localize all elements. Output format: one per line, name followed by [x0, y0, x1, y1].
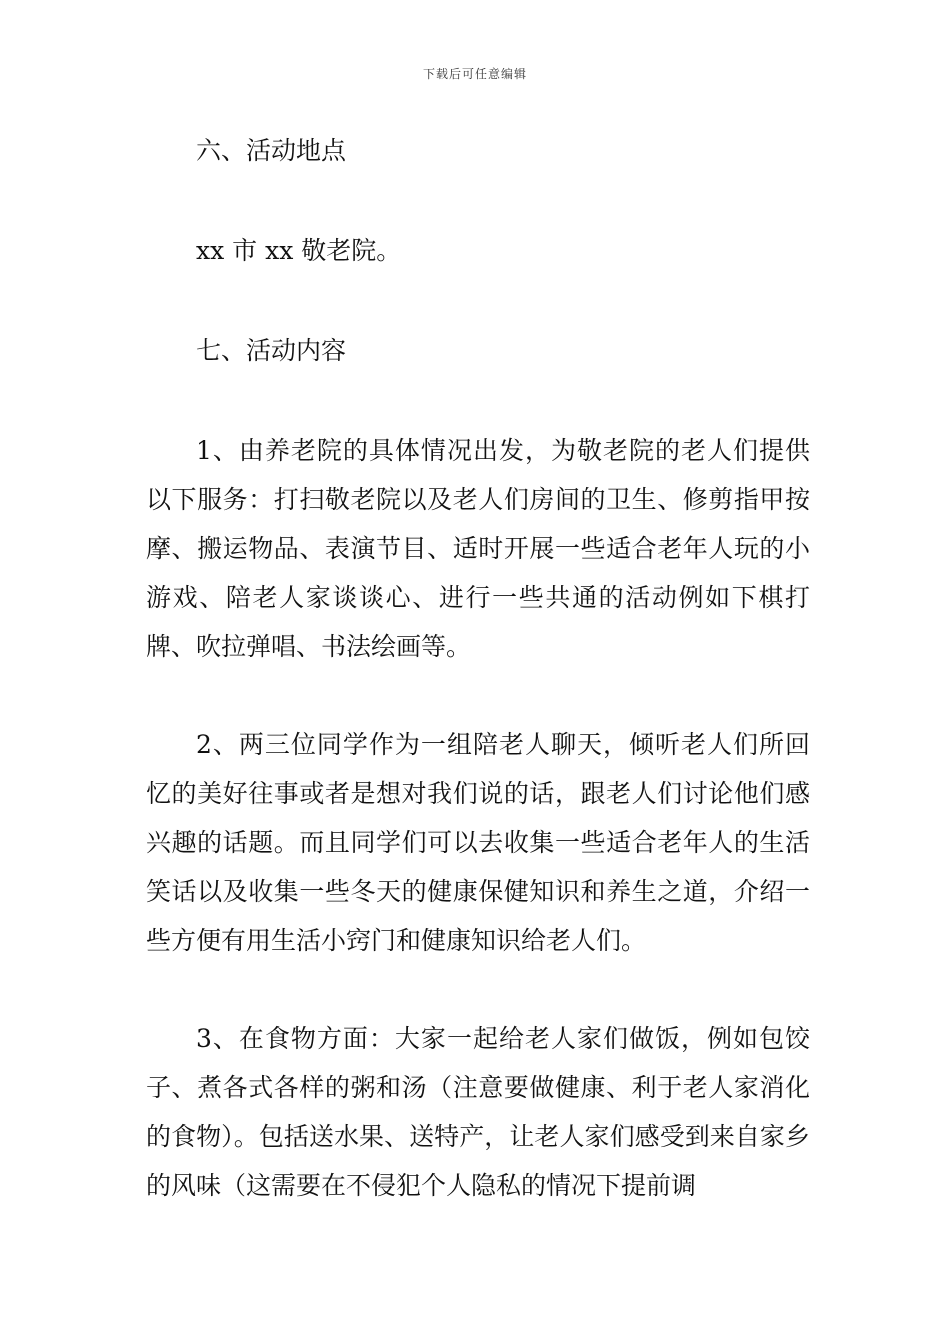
content-paragraph-2: 2、两三位同学作为一组陪老人聊天，倾听老人们所回忆的美好往事或者是想对我们说的话，跟老人们讨论他们感兴趣的话题。而且同学们可以去收集一些适合老年人的生活笑话以及收集一些冬天的健康保健知识和养生之道，介绍一些方便有用生活小窍门和健康知识给老人们。 [146, 730, 810, 955]
location-text: xx 市 xx 敬老院。 [196, 236, 402, 265]
spacer [146, 376, 810, 426]
spacer [146, 176, 810, 226]
section-heading-content: 七、活动内容 [196, 336, 347, 365]
spacer [146, 276, 810, 326]
spacer [146, 671, 810, 720]
content-paragraph-1: 1、由养老院的具体情况出发，为敬老院的老人们提供以下服务：打扫敬老院以及老人们房间的卫生、修剪指甲按摩、搬运物品、表演节目、适时开展一些适合老年人玩的小游戏、陪老人家谈谈心、进行一些共通的活动例如下棋打牌、吹拉弹唱、书法绘画等。 [146, 436, 810, 661]
content-paragraph-3: 3、在食物方面：大家一起给老人家们做饭，例如包饺子、煮各式各样的粥和汤（注意要做健康、利于老人家消化的食物）。包括送水果、送特产，让老人家们感受到来自家乡的风味（这需要在不侵犯个人隐私的情况下提前调 [146, 1024, 810, 1200]
section-heading-location: 六、活动地点 [196, 136, 347, 165]
spacer [146, 965, 810, 1014]
document-body [146, 126, 810, 1210]
header-note: 下载后可任意编辑 [422, 67, 527, 81]
